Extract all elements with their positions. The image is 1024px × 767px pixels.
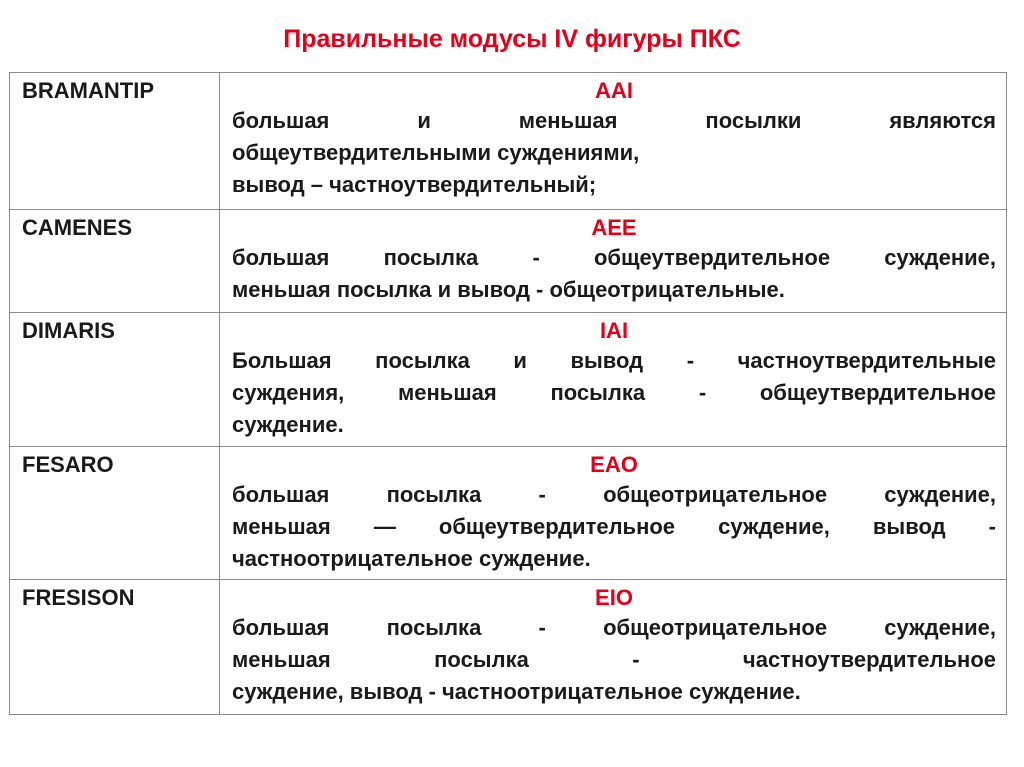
mode-name: FRESISON (10, 580, 220, 715)
mode-name: FESARO (10, 447, 220, 580)
description-line: вывод – частноутвердительный; (232, 172, 597, 197)
mode-description-cell (220, 73, 1007, 210)
description-line: суждение. (232, 412, 344, 437)
mode-description-cell (220, 313, 1007, 447)
mode-description-cell (220, 580, 1007, 715)
mode-name: CAMENES (10, 210, 220, 313)
mode-code: EIO (595, 585, 633, 610)
description-line: суждение, вывод - частноотрицательное суждение. (232, 679, 801, 704)
mode-name: DIMARIS (10, 313, 220, 447)
description-line: меньшая посылка - частноутвердительное (232, 647, 996, 672)
page-title: Правильные модусы IV фигуры ПКС (283, 25, 741, 53)
description-line: частноотрицательное суждение. (232, 546, 591, 571)
table-row (10, 73, 1007, 210)
table-row (10, 447, 1007, 580)
description-line: меньшая — общеутвердительное суждение, вывод - (232, 514, 996, 539)
description-line: суждения, меньшая посылка - общеутвердительное (232, 380, 996, 405)
syllogism-modes-table (9, 72, 1007, 715)
mode-description-cell (220, 210, 1007, 313)
table-row (10, 210, 1007, 313)
description-line: меньшая посылка и вывод - общеотрицательные. (232, 277, 785, 302)
description-line: общеутвердительными суждениями, (232, 140, 640, 165)
mode-code: IAI (599, 318, 629, 343)
mode-description-cell (220, 447, 1007, 580)
description-line: Большая посылка и вывод - частноутвердительные (232, 348, 996, 373)
mode-name: BRAMANTIP (10, 73, 220, 210)
description-line: большая и меньшая посылки являются (232, 108, 996, 133)
table-row (10, 313, 1007, 447)
description-line: большая посылка - общеутвердительное суждение, (232, 245, 996, 270)
table-row (10, 580, 1007, 715)
mode-code: EAO (590, 452, 638, 477)
description-line: большая посылка - общеотрицательное суждение, (232, 482, 996, 507)
mode-code: AEE (591, 215, 637, 240)
description-line: большая посылка - общеотрицательное суждение, (232, 615, 996, 640)
mode-code: AAI (595, 78, 633, 103)
